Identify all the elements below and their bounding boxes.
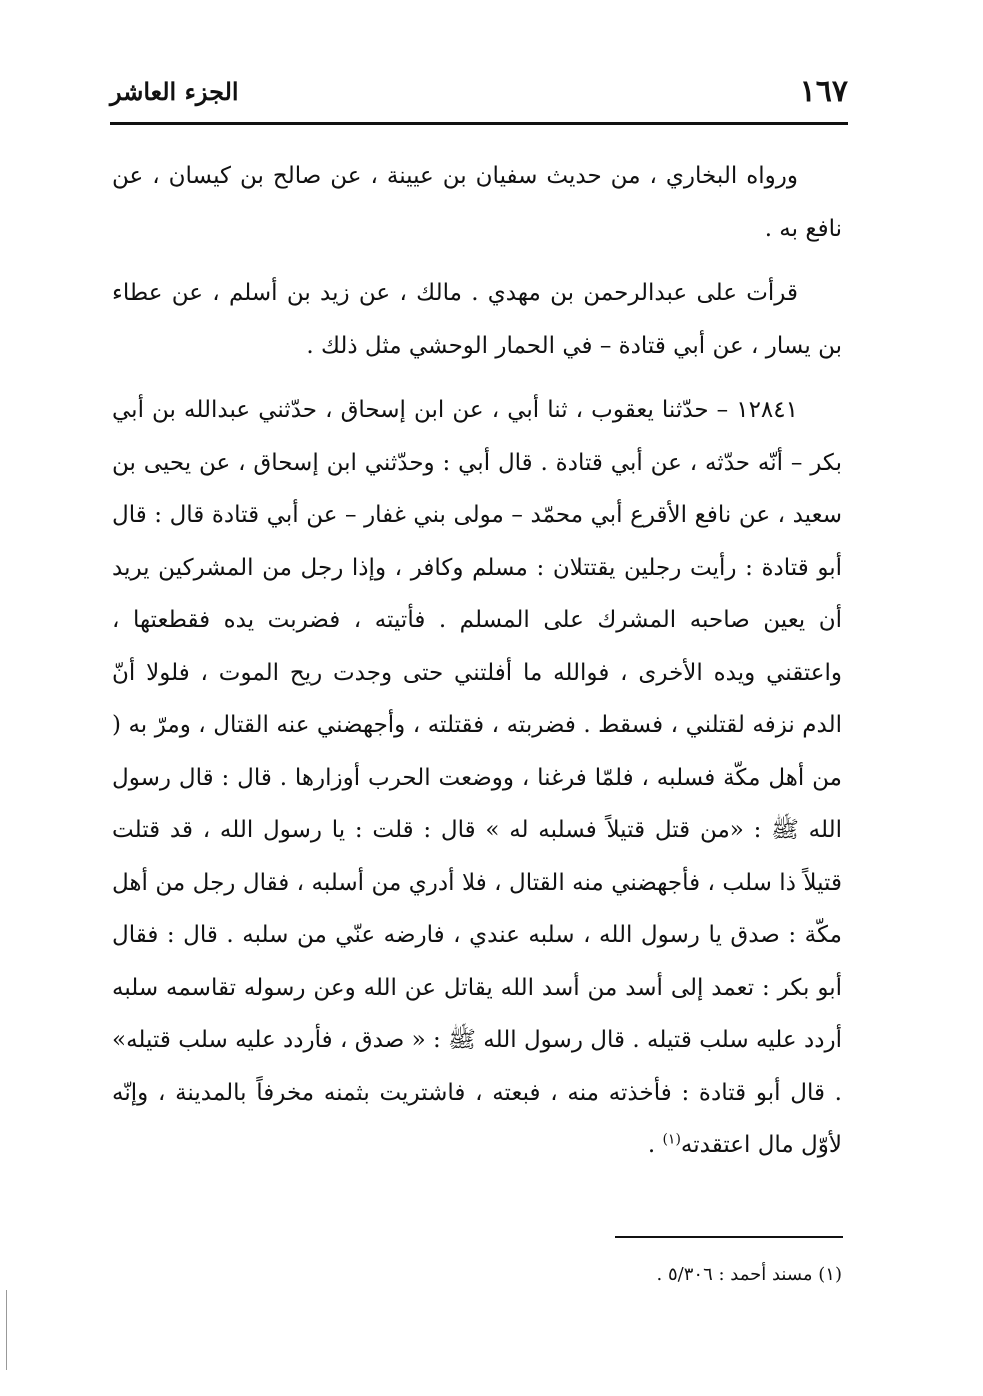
footnote: (١) مسند أحمد : ٥/٣٠٦ .	[656, 1264, 842, 1285]
running-title: الجزء العاشر	[110, 77, 239, 106]
body-text	[112, 150, 842, 1172]
paragraph-3-text: ١٢٨٤١ – حدّثنا يعقوب ، ثنا أبي ، عن ابن إسحاق ، حدّثني عبدالله بن أبي بكر – أنّه حدّثه ، عن أبي قتادة . قال أبي : وحدّثني ابن إسحاق ، عن يحيى بن سعيد ، عن نافع الأقرع أبي محمّد – مولى بني غفار – عن أبي قتادة قال : قال أبو قتادة : رأيت رجلين يقتتلان : مسلم وكافر ، وإذا رجل من المشركين يريد أن يعين صاحبه المشرك على المسلم . فأتيته ، فضربت يده فقطعتها ، واعتقني ويده الأخرى ، فوالله ما أفلتني حتى وجدت ريح الموت ، فلولا أنّ الدم نزفه لقتلني ، فسقط . فضربته ، فقتلته ، وأجهضني عنه القتال ، ومرّ به ( من أهل مكّة فسلبه ، فلمّا فرغنا ، ووضعت الحرب أوزارها . قال : قال رسول الله ﷺ : «من قتل قتيلاً فسلبه له » قال : قلت : يا رسول الله ، قد قتلت قتيلاً ذا سلب ، فأجهضني منه القتال ، فلا أدري من أسلبه ، فقال رجل من أهل مكّة : صدق يا رسول الله ، سلبه عندي ، فارضه عنّي من سلبه . قال : فقال أبو بكر : تعمد إلى أسد من أسد الله يقاتل عن الله وعن رسوله تقاسمه سلبه أردد عليه سلب قتيله . قال رسول الله ﷺ : « صدق ، فأردد عليه سلب قتيله» . قال أبو قتادة : فأخذته منه ، فبعته ، فاشتريت بثمنه مخرفاً بالمدينة ، وإنّه لأوّل مال اعتقدته	[112, 397, 842, 1158]
paragraph-hadith-12841	[112, 384, 842, 1172]
page-number: ١٦٧	[799, 74, 848, 109]
paragraph-2: قرأت على عبدالرحمن بن مهدي . مالك ، عن زيد بن أسلم ، عن عطاء بن يسار ، عن أبي قتادة – في الحمار الوحشي مثل ذلك .	[112, 280, 842, 359]
footnote-rule	[615, 1236, 843, 1238]
scan-edge-mark	[6, 1290, 7, 1370]
page-header	[110, 72, 848, 116]
header-rule	[110, 122, 848, 125]
paragraph-3-end: .	[647, 1132, 663, 1158]
footnote-reference: (١)	[662, 1131, 681, 1148]
paragraph-1: ورواه البخاري ، من حديث سفيان بن عيينة ، عن صالح بن كيسان ، عن نافع به .	[112, 163, 842, 242]
